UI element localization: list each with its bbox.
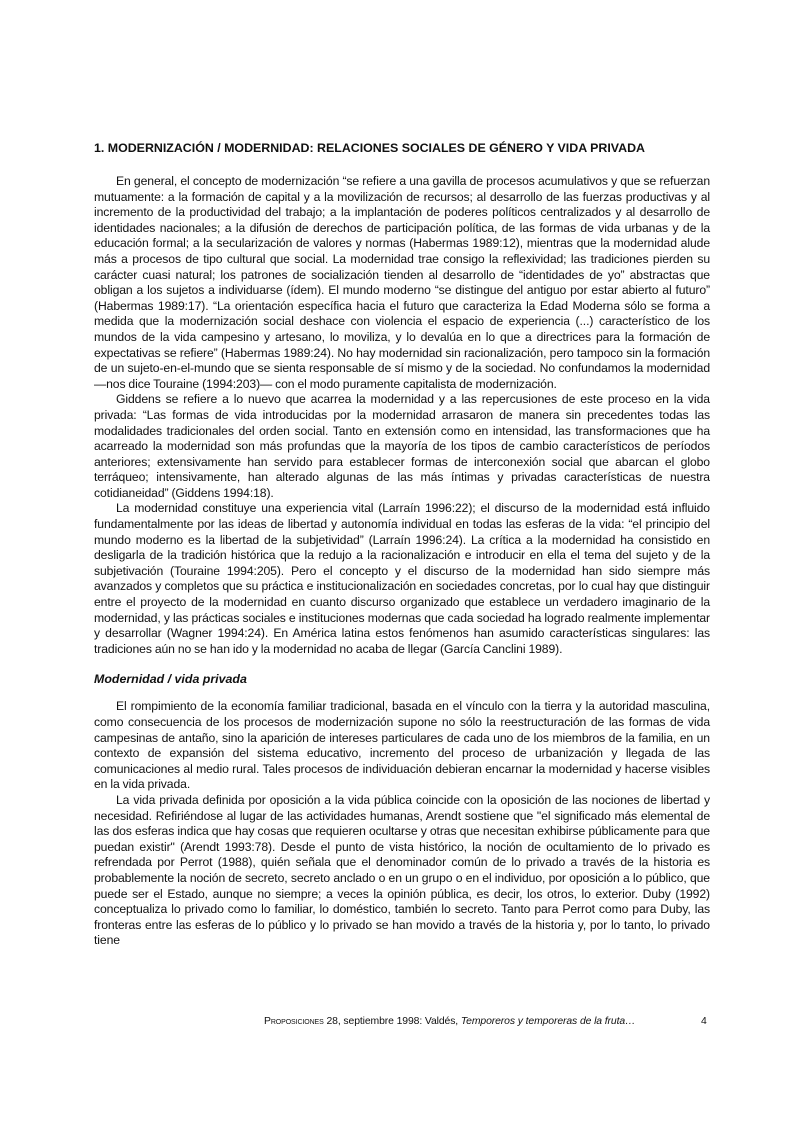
footer-journal-name: Proposiciones bbox=[264, 1016, 324, 1027]
footer-citation bbox=[264, 1015, 635, 1028]
body-paragraph: En general, el concepto de modernización “se refiere a una gavilla de procesos acumulativos y que se refuerzan mutuamente: a la formación de capital y a la movilización de recursos; al desarrollo de las fuerzas productivas y al incremento de la productividad del trabajo; a la implantación de poderes políticos centralizados y al desarrollo de identidades nacionales; a la difusión de derechos de participación política, de las formas de vida urbanas y de la educación formal; a la secularización de valores y normas (Habermas 1989:12), mientras que la modernidad alude más a procesos de tipo cultural que social. La modernidad trae consigo la reflexividad; las tradiciones pierden su carácter cuasi natural; los patrones de socialización tienden al desarrollo de “identidades de yo” abstractas que obligan a los sujetos a individuarse (ídem). El mundo moderno “se distingue del antiguo por estar abierto al futuro” (Habermas 1989:17). “La orientación específica hacia el futuro que caracteriza la Edad Moderna sólo se forma a medida que la modernización social deshace con violencia el espacio de experiencia (...) característico de los mundos de la vida campesino y artesano, lo moviliza, y lo devalúa en lo que a directrices para la formación de expectativas se refiere” (Habermas 1989:24). No hay modernidad sin racionalización, pero tampoco sin la formación de un sujeto-en-el-mundo que se sienta responsable de sí mismo y de la sociedad. No confundamos la modernidad —nos dice Touraine (1994:203)— con el modo puramente capitalista de modernización. bbox=[94, 174, 710, 391]
body-paragraph: La modernidad constituye una experiencia vital (Larraín 1996:22); el discurso de la modernidad está influido fundamentalmente por las ideas de libertad y autonomía individual en todas las esferas de la vida: “el principio del mundo moderno es la libertad de la subjetividad” (Larraín 1996:24). La crítica a la modernidad ha consistido en desligarla de la tradición histórica que la redujo a la racionalización e introducir en ella el tema del sujeto y de la subjetivación (Touraine 1994:205). Pero el concepto y el discurso de la modernidad han sido siempre más avanzados y completos que su práctica e institucionalización en sociedades concretas, por lo cual hay que distinguir entre el proyecto de la modernidad en cuanto discurso organizado que establece un verdadero imaginario de la modernidad, y las prácticas sociales e instituciones modernas que cada sociedad ha logrado realmente implementar y desarrollar (Wagner 1994:24). En América latina estos fenómenos han asumido características singulares: las tradiciones aún no se han ido y la modernidad no acaba de llegar (García Canclini 1989). bbox=[94, 501, 710, 656]
subsection-heading: Modernidad / vida privada bbox=[94, 672, 247, 687]
body-paragraph: La vida privada definida por oposición a la vida pública coincide con la oposición de las nociones de libertad y necesidad. Refiriéndose al lugar de las actividades humanas, Arendt sostiene que "el significado más elemental de las dos esferas indica que hay cosas que requieren ocultarse y otras que necesitan exhibirse públicamente para que puedan existir" (Arendt 1993:78). Desde el punto de vista histórico, la noción de ocultamiento de lo privado es refrendada por Perrot (1988), quién señala que el denominador común de lo privado a través de la historia es probablemente la noción de secreto, secreto anclado o en un grupo o en el individuo, por oposición a lo público, que puede ser el Estado, aunque no siempre; a veces la opinión pública, es decir, los otros, lo exterior. Duby (1992) conceptualiza lo privado como lo familiar, lo doméstico, también lo secreto. Tanto para Perrot como para Duby, las fronteras entre las esferas de lo público y lo privado se han movido a través de la historia y, por lo tanto, lo privado tiene bbox=[94, 792, 710, 948]
page-body bbox=[94, 140, 710, 949]
body-paragraph: El rompimiento de la economía familiar tradicional, basada en el vínculo con la tierra y la autoridad masculina, como consecuencia de los procesos de modernización supone no sólo la reestructuración de las formas de vida campesinas de antaño, sino la aparición de intereses particulares de cada uno de los miembros de la familia, en un contexto de expansión del sistema educativo, incremento del proceso de urbanización y llegada de las comunicaciones al medio rural. Tales procesos de individuación debieran encarnar la modernidad y hacerse visibles en la vida privada. bbox=[94, 699, 710, 792]
page-number: 4 bbox=[701, 1016, 707, 1027]
footer-article-title: Temporeros y temporeras de la fruta… bbox=[460, 1016, 636, 1027]
body-paragraph: Giddens se refiere a lo nuevo que acarrea la modernidad y a las repercusiones de este proceso en la vida privada: “Las formas de vida introducidas por la modernidad arrasaron de manera sin precedentes todas las modalidades tradicionales del orden social. Tanto en extensión como en intensidad, las transformaciones que ha acarreado la modernidad son más profundas que la mayoría de los tipos de cambio característicos de períodos anteriores; extensivamente han servido para establecer formas de interconexión social que abarcan el globo terráqueo; intensivamente, han alterado algunas de las más íntimas y privadas características de nuestra cotidianeidad” (Giddens 1994:18). bbox=[94, 392, 710, 500]
section-heading: 1. MODERNIZACIÓN / MODERNIDAD: RELACIONES SOCIALES DE GÉNERO Y VIDA PRIVADA bbox=[94, 141, 645, 155]
footer-issue: 28, septiembre 1998: Valdés, bbox=[323, 1016, 461, 1027]
